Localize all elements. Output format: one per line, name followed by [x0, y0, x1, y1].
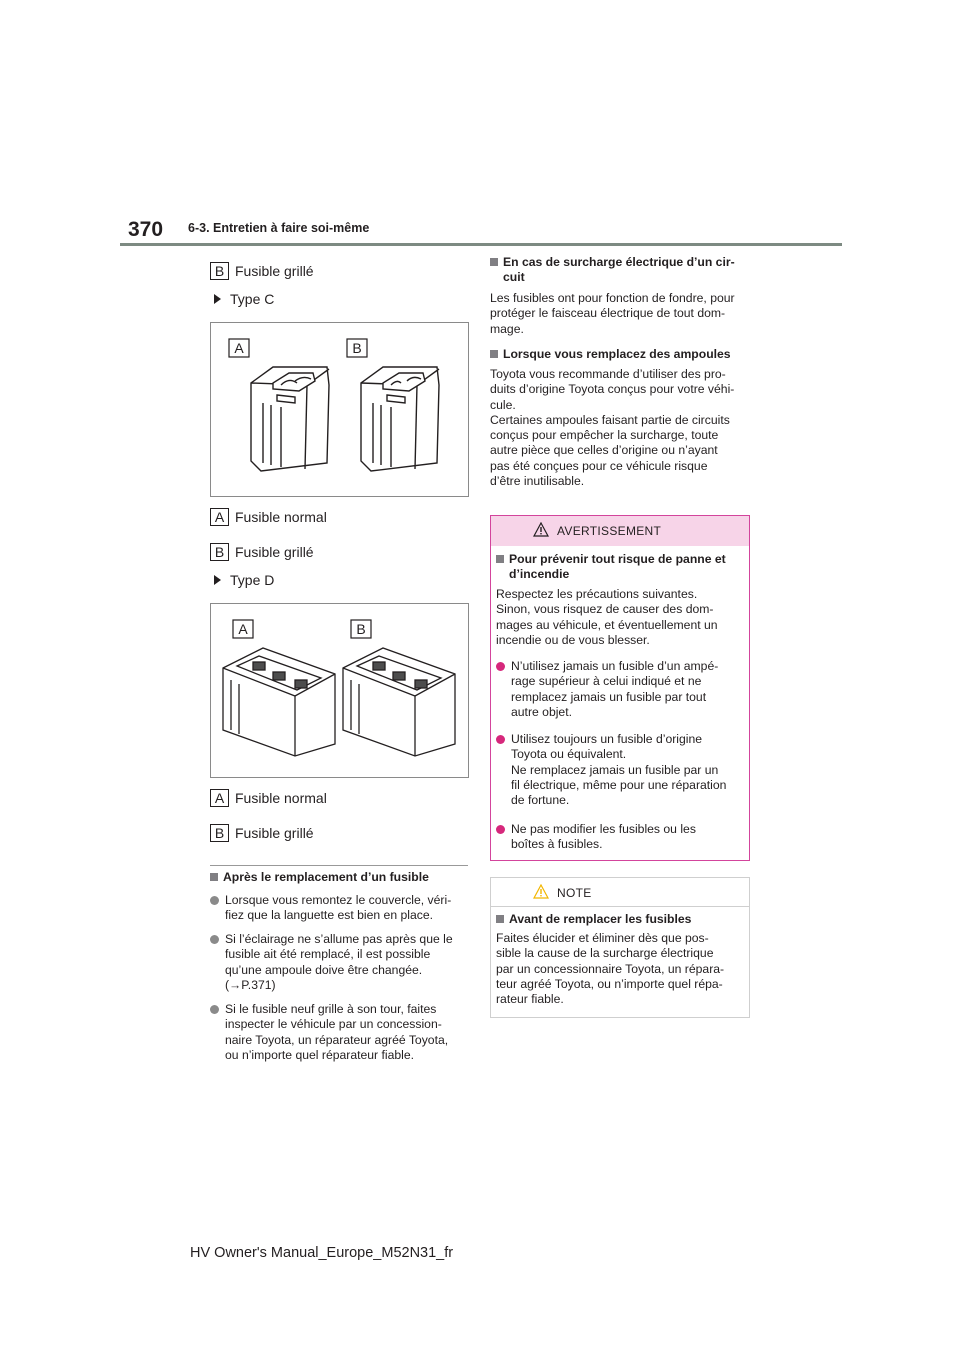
- label-blown-fuse: [210, 543, 314, 561]
- list-item: N’utilisez jamais un fusible d’un ampé- rage supérieur à celui indiqué et ne remplacez jamais un fusible par tout autre objet.: [496, 659, 746, 720]
- overload-heading: En cas de surcharge électrique d’un cir- cuit: [490, 255, 752, 286]
- footer-text: HV Owner's Manual_Europe_M52N31_fr: [190, 1245, 454, 1261]
- square-bullet-icon: [496, 915, 504, 923]
- type-c-fuse-illustration: [211, 323, 468, 496]
- circle-bullet-icon: [210, 1005, 219, 1014]
- type-d-fuse-illustration: [211, 604, 468, 777]
- circle-bullet-icon: [496, 825, 505, 834]
- header-rule: [120, 243, 842, 246]
- caution-triangle-icon: [533, 884, 549, 899]
- label-blown-fuse: [210, 824, 314, 842]
- section-divider: [210, 865, 468, 866]
- list-item: Si l’éclairage ne s’allume pas après que le fusible ait été remplacé, il est possible qu’une ampoule doive être changée. (→P.371): [210, 932, 470, 993]
- label-text: Fusible grillé: [235, 825, 314, 841]
- section-title: 6-3. Entretien à faire soi-même: [188, 221, 370, 235]
- warning-text: Respectez les précautions suivantes. Sinon, vous risquez de causer des dom- mages au véhicule, et éventuellement un incendie ou de vous blesser.: [496, 587, 718, 647]
- figure-tag-a: A: [238, 621, 248, 637]
- fuse-normal-drawing: [251, 367, 329, 471]
- letter-tag: B: [210, 543, 229, 561]
- heading-text: Lorsque vous remplacez des ampoules: [503, 347, 731, 361]
- warning-triangle-icon: [533, 522, 549, 537]
- circle-bullet-icon: [210, 935, 219, 944]
- figure-type-d: [210, 603, 469, 778]
- square-bullet-icon: [490, 350, 498, 358]
- label-text: Fusible grillé: [235, 544, 314, 560]
- type-c-heading: [214, 291, 274, 307]
- page-link[interactable]: (→P.371): [225, 977, 276, 992]
- square-bullet-icon: [496, 555, 504, 563]
- label-text: Fusible normal: [235, 509, 327, 525]
- page-number: 370: [128, 218, 164, 241]
- circle-bullet-icon: [496, 662, 505, 671]
- warning-title: AVERTISSEMENT: [557, 524, 662, 538]
- note-heading: [496, 912, 746, 927]
- letter-tag: A: [210, 789, 229, 807]
- figure-tag-b: B: [352, 340, 362, 356]
- type-d-title: Type D: [230, 572, 275, 588]
- bulbs-text: Toyota vous recommande d’utiliser des pro- duits d’origine Toyota conçus pour votre véhi- cule. Certaines ampoules faisant partie de circuits conçus pour empêcher la surcharge, toute autre pièce que celles d’origine ou n’ayant pas été conçues pour ce véhicule risque d’être inutilisable.: [490, 367, 735, 489]
- triangle-bullet-icon: [214, 294, 221, 304]
- fuse-normal-drawing: [223, 648, 335, 756]
- heading-text: Avant de remplacer les fusibles: [509, 912, 692, 926]
- heading-text: Après le remplacement d’un fusible: [223, 870, 429, 884]
- label-blown-fuse: [210, 262, 314, 280]
- figure-tag-b: B: [356, 621, 366, 637]
- note-header: [491, 878, 749, 907]
- list-item: Utilisez toujours un fusible d’origine Toyota ou équivalent. Ne remplacez jamais un fusible par un fil électrique, même pour une réparation de fortune.: [496, 732, 746, 808]
- warning-heading: Pour prévenir tout risque de panne et d’incendie: [496, 552, 746, 583]
- circle-bullet-icon: [210, 896, 219, 905]
- list-item: Si le fusible neuf grille à son tour, faites inspecter le véhicule par un concession- naire Toyota, un réparateur agréé Toyota, ou n’importe quel réparateur fiable.: [210, 1002, 470, 1063]
- after-replacement-heading: [210, 870, 470, 885]
- square-bullet-icon: [490, 258, 498, 266]
- figure-tag-a: A: [234, 340, 244, 356]
- note-text: Faites élucider et éliminer dès que pos- sible la cause de la surcharge électrique par un concessionnaire Toyota, un répara- teur agréé Toyota, ou n’importe quel répa- rateur fiable.: [496, 931, 725, 1007]
- note-title: NOTE: [557, 886, 592, 900]
- label-text: Fusible grillé: [235, 263, 314, 279]
- label-normal-fuse: [210, 508, 327, 526]
- list-item: Ne pas modifier les fusibles ou les boîtes à fusibles.: [496, 822, 746, 853]
- note-box: [490, 877, 750, 1018]
- letter-tag: A: [210, 508, 229, 526]
- type-d-heading: [214, 572, 274, 588]
- warning-box: [490, 515, 750, 861]
- fuse-blown-drawing: [343, 648, 455, 756]
- triangle-bullet-icon: [214, 575, 221, 585]
- warning-header: [491, 516, 749, 546]
- letter-tag: B: [210, 824, 229, 842]
- type-c-title: Type C: [230, 291, 275, 307]
- figure-type-c: [210, 322, 469, 497]
- overload-text: Les fusibles ont pour fonction de fondre, pour protéger le faisceau électrique de tout dom- mage.: [490, 291, 735, 336]
- circle-bullet-icon: [496, 735, 505, 744]
- list-item: Lorsque vous remontez le couvercle, véri- fiez que la languette est bien en place.: [210, 893, 470, 924]
- bulbs-heading: [490, 347, 752, 362]
- label-text: Fusible normal: [235, 790, 327, 806]
- letter-tag: B: [210, 262, 229, 280]
- label-normal-fuse: [210, 789, 327, 807]
- square-bullet-icon: [210, 873, 218, 881]
- fuse-blown-drawing: [361, 367, 439, 471]
